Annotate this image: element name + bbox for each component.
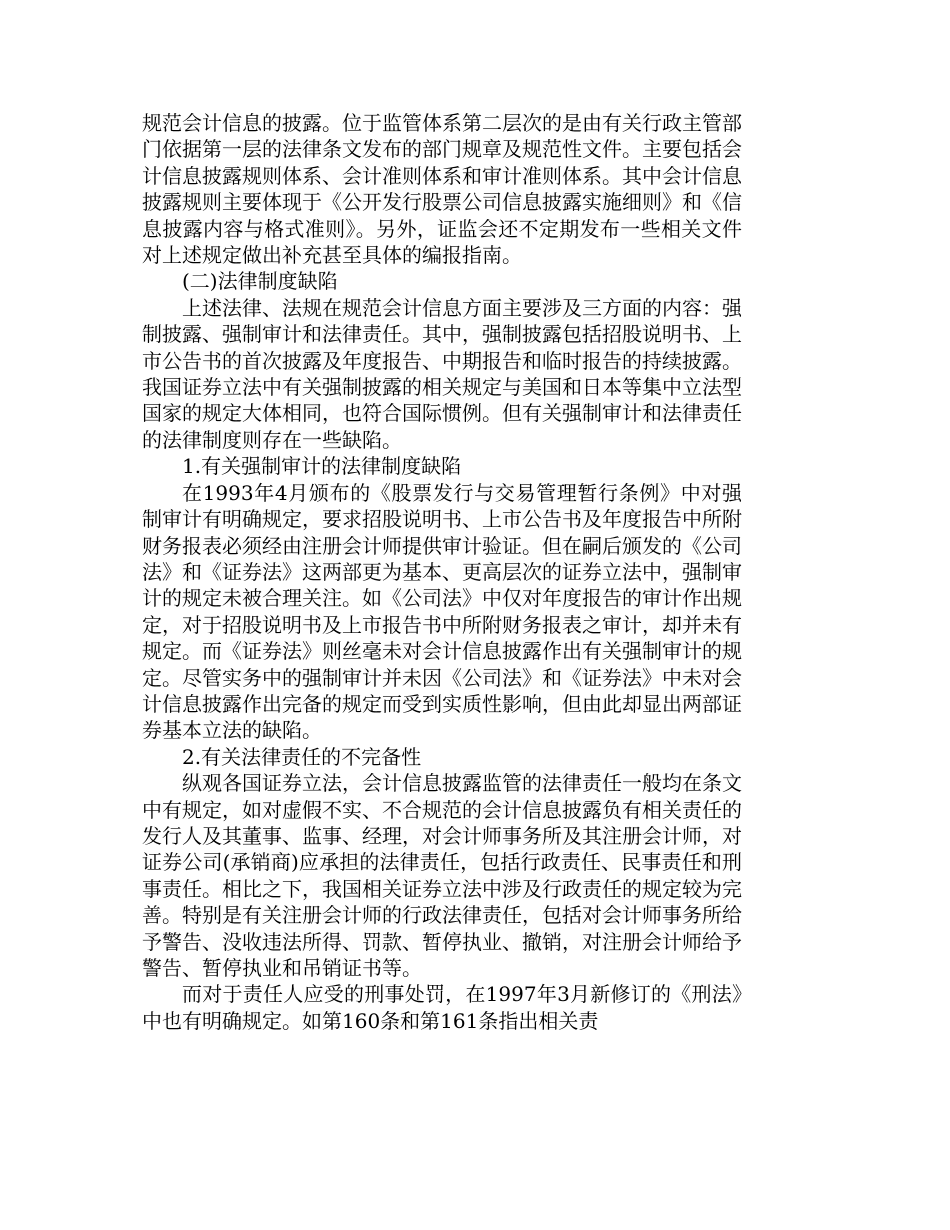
body-paragraph: 在1993年4月颁布的《股票发行与交易管理暂行条例》中对强制审计有明确规定，要求招股说明书、上市公告书及年度报告中所附财务报表必须经由注册会计师提供审计验证。但在嗣后颁发的《公司法》和《证券法》这两部更为基本、更高层次的证券立法中，强制审计的规定未被合理关注。如《公司法》中仅对年度报告的审计作出规定，对于招股说明书及上市报告书中所附财务报表之审计，却并未有规定。而《证券法》则丝毫未对会计信息披露作出有关强制审计的规定。尽管实务中的强制审计并未因《公司法》和《证券法》中未对会计信息披露作出完备的规定而受到实质性影响，但由此却显出两部证券基本立法的缺陷。 (142, 480, 742, 743)
subsection-heading: 2.有关法律责任的不完备性 (182, 744, 422, 769)
body-paragraph: 而对于责任人应受的刑事处罚，在1997年3月新修订的《刑法》中也有明确规定。如第160条和第161条指出相关责 (142, 982, 742, 1033)
body-paragraph: 纵观各国证券立法，会计信息披露监管的法律责任一般均在条文中有规定，如对虚假不实、不合规范的会计信息披露负有相关责任的发行人及其董事、监事、经理，对会计师事务所及其注册会计师，对证券公司(承销商)应承担的法律责任，包括行政责任、民事责任和刑事责任。相比之下，我国相关证券立法中涉及行政责任的规定较为完善。特别是有关注册会计师的行政法律责任，包括对会计师事务所给予警告、没收违法所得、罚款、暂停执业、撤销，对注册会计师给予警告、暂停执业和吊销证书等。 (142, 771, 742, 980)
document-page (142, 110, 742, 1034)
body-paragraph: 规范会计信息的披露。位于监管体系第二层次的是由有关行政主管部门依据第一层的法律条文发布的部门规章及规范性文件。主要包括会计信息披露规则体系、会计准则体系和审计准则体系。其中会计信息披露规则主要体现于《公开发行股票公司信息披露实施细则》和《信息披露内容与格式准则》。另外，证监会还不定期发布一些相关文件对上述规定做出补充甚至具体的编报指南。 (142, 111, 742, 268)
subsection-heading: 1.有关强制审计的法律制度缺陷 (182, 454, 462, 479)
body-paragraph: 上述法律、法规在规范会计信息方面主要涉及三方面的内容：强制披露、强制审计和法律责任。其中，强制披露包括招股说明书、上市公告书的首次披露及年度报告、中期报告和临时报告的持续披露。我国证券立法中有关强制披露的相关规定与美国和日本等集中立法型国家的规定大体相同，也符合国际惯例。但有关强制审计和法律责任的法律制度则存在一些缺陷。 (142, 295, 742, 452)
section-heading: (二)法律制度缺陷 (182, 269, 338, 294)
